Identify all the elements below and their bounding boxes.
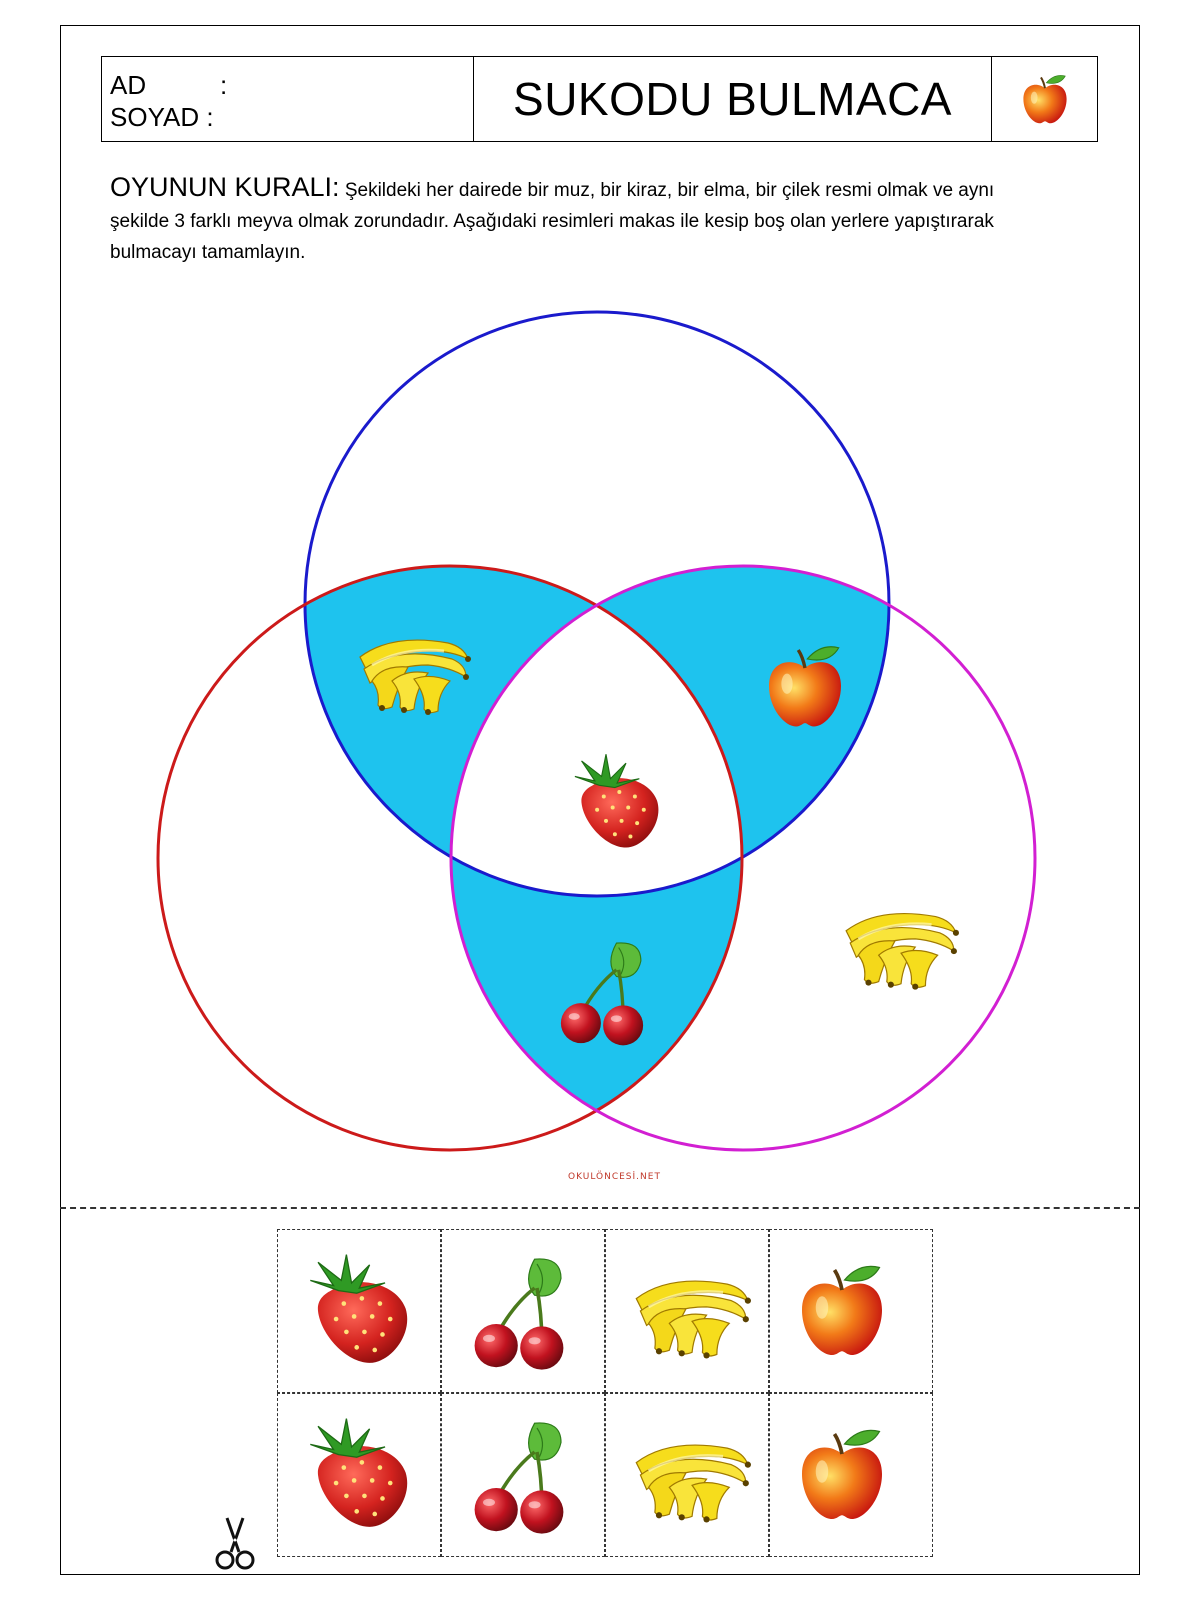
name-colon: : [220,70,228,100]
rules-body: Şekildeki her dairede bir muz, bir kiraz, bir elma, bir çilek resmi olmak ve aynı şekilde 3 farklı meyva olmak zorundadır. Aşağıdaki resimleri makas ile kesip boş olan yerlere yapıştırarak bulmacayı tamamlayın. [110,180,995,263]
banana-icon [628,1264,752,1360]
card-cherry[interactable] [441,1229,605,1393]
banana-icon [628,1428,752,1524]
page-title: SUKODU BULMACA [513,73,952,125]
cutout-grid [277,1229,936,1591]
rules-heading: OYUNUN KURALI: [110,172,340,202]
watermark: OKULÖNCESİ.NET [568,1172,661,1182]
scissors-icon [213,1516,257,1572]
card-banana[interactable] [605,1229,769,1393]
strawberry-icon [300,1416,416,1532]
card-banana[interactable] [605,1393,769,1557]
apple-icon [792,1252,892,1368]
name-label: AD [110,70,147,100]
card-strawberry[interactable] [277,1393,441,1557]
banana-icon [846,914,959,990]
highlight-regions [158,566,1035,1150]
surname-label: SOYAD : [110,102,214,132]
card-cherry[interactable] [441,1393,605,1557]
card-apple[interactable] [769,1229,933,1393]
card-apple[interactable] [769,1393,933,1557]
card-strawberry[interactable] [277,1229,441,1393]
strawberry-icon [300,1252,416,1368]
apple-icon [792,1416,892,1532]
cut-line [60,1207,1140,1209]
cherry-icon [464,1416,574,1536]
cherry-icon [464,1252,574,1372]
